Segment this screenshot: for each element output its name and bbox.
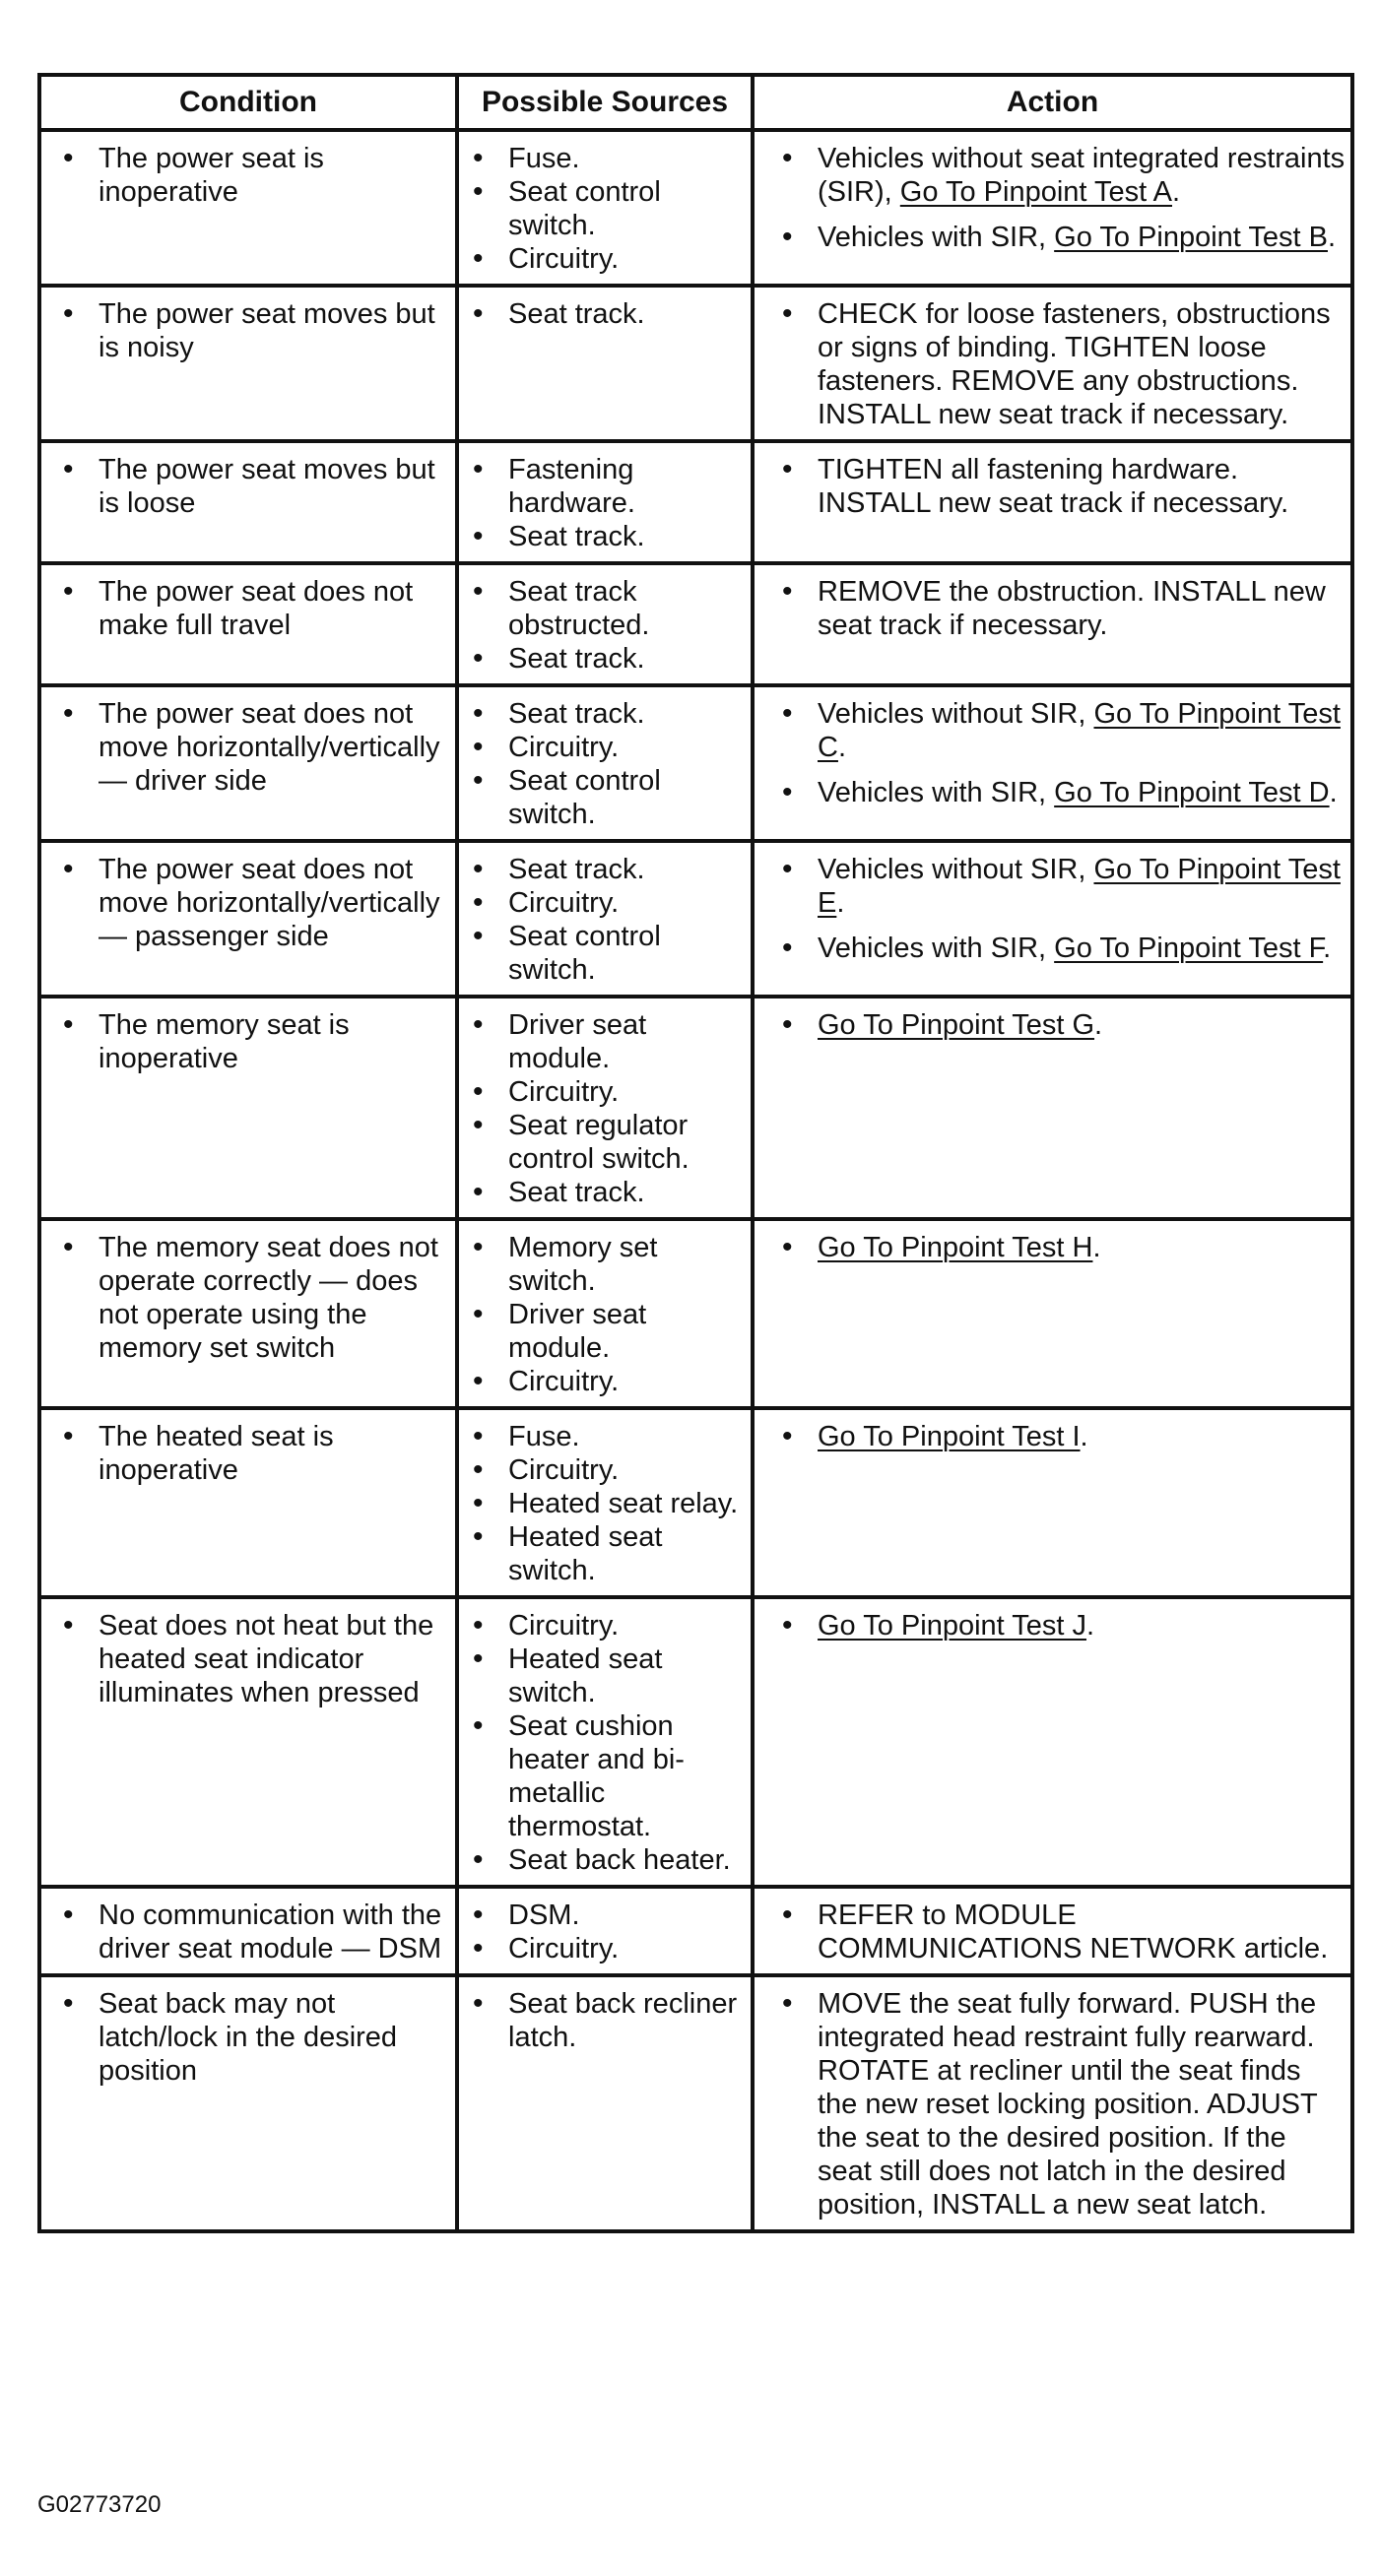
- sources-list: [459, 443, 751, 561]
- action-punctuation: .: [1327, 222, 1337, 253]
- source-item: • Circuitry.: [508, 731, 747, 764]
- table-row: [39, 997, 1352, 1219]
- sources-list: [459, 565, 751, 683]
- action-text: Vehicles without SIR,: [818, 698, 1094, 730]
- source-item: • Circuitry.: [508, 1609, 747, 1642]
- sources-list: [459, 1410, 751, 1595]
- source-item: • Circuitry.: [508, 1932, 747, 1965]
- sources-list: [459, 1599, 751, 1885]
- source-item: • Seat track.: [508, 642, 747, 676]
- table-row: [39, 1887, 1352, 1975]
- action-cell: [753, 441, 1352, 563]
- action-cell: [753, 286, 1352, 441]
- action-item: [818, 1231, 1346, 1264]
- action-cell: [753, 685, 1352, 841]
- sources-cell: [457, 286, 753, 441]
- action-item: [818, 1987, 1346, 2222]
- table-row: [39, 130, 1352, 286]
- action-item: [818, 932, 1346, 965]
- action-list: [755, 998, 1350, 1050]
- sources-cell: [457, 1219, 753, 1408]
- condition-list: [41, 1221, 455, 1373]
- action-list: [755, 1889, 1350, 1973]
- source-item: • Circuitry.: [508, 1453, 747, 1487]
- action-list: [755, 1410, 1350, 1461]
- condition-cell: [39, 130, 457, 286]
- source-item: • Seat track.: [508, 697, 747, 731]
- action-text: Vehicles with SIR,: [818, 777, 1055, 808]
- action-list: [755, 1977, 1350, 2229]
- pinpoint-test-link[interactable]: Go To Pinpoint Test F: [1054, 933, 1324, 964]
- condition-cell: [39, 997, 457, 1219]
- table-row: [39, 286, 1352, 441]
- pinpoint-test-link[interactable]: Go To Pinpoint Test D: [1054, 777, 1330, 808]
- source-item: • Seat track.: [508, 520, 747, 553]
- condition-cell: [39, 286, 457, 441]
- figure-id: G02773720: [37, 2491, 162, 2518]
- action-item: [818, 1420, 1346, 1453]
- source-item: • Seat track.: [508, 1176, 747, 1209]
- condition-cell: [39, 841, 457, 997]
- condition-cell: [39, 1975, 457, 2231]
- condition-cell: [39, 563, 457, 685]
- sources-list: [459, 1977, 751, 2062]
- source-item: • Heated seat switch.: [508, 1520, 747, 1587]
- action-cell: [753, 841, 1352, 997]
- action-text: Vehicles without seat integrated restraints (SIR),: [818, 143, 1346, 208]
- pinpoint-test-link[interactable]: Go To Pinpoint Test B: [1054, 222, 1328, 253]
- action-list: [755, 843, 1350, 973]
- source-item: • Fastening hardware.: [508, 453, 747, 520]
- action-list: [755, 132, 1350, 262]
- action-punctuation: .: [1085, 1610, 1095, 1642]
- action-cell: [753, 997, 1352, 1219]
- source-item: • Heated seat switch.: [508, 1642, 747, 1709]
- action-cell: [753, 1887, 1352, 1975]
- source-item: • Seat track.: [508, 853, 747, 886]
- action-punctuation: .: [837, 732, 847, 763]
- sources-cell: [457, 1975, 753, 2231]
- condition-list: [41, 1977, 455, 2095]
- action-text: REMOVE the obstruction. INSTALL new seat track if necessary.: [818, 576, 1326, 641]
- condition-list: [41, 1410, 455, 1495]
- action-item: [818, 297, 1346, 431]
- action-item: [818, 853, 1346, 920]
- condition-text: • The memory seat is inoperative: [98, 1008, 451, 1075]
- condition-text: • No communication with the driver seat module — DSM: [98, 1899, 451, 1965]
- action-text: Vehicles with SIR,: [818, 933, 1055, 964]
- action-text: Vehicles without SIR,: [818, 854, 1094, 885]
- action-text: Vehicles with SIR,: [818, 222, 1055, 253]
- condition-list: [41, 565, 455, 650]
- action-item: [818, 575, 1346, 642]
- sources-list: [459, 288, 751, 339]
- action-punctuation: .: [1094, 1009, 1103, 1041]
- action-cell: [753, 1219, 1352, 1408]
- pinpoint-test-link[interactable]: Go To Pinpoint Test G: [818, 1009, 1095, 1041]
- source-item: • Fuse.: [508, 142, 747, 175]
- source-item: • Memory set switch.: [508, 1231, 747, 1298]
- pinpoint-test-link[interactable]: Go To Pinpoint Test I: [818, 1421, 1081, 1452]
- sources-list: [459, 687, 751, 839]
- condition-list: [41, 1599, 455, 1717]
- action-punctuation: .: [1323, 933, 1332, 964]
- sources-cell: [457, 685, 753, 841]
- condition-text: • Seat does not heat but the heated seat indicator illuminates when pressed: [98, 1609, 451, 1709]
- action-item: [818, 1609, 1346, 1642]
- pinpoint-test-link[interactable]: Go To Pinpoint Test A: [899, 176, 1173, 208]
- action-cell: [753, 1597, 1352, 1887]
- source-item: • Seat control switch.: [508, 764, 747, 831]
- condition-list: [41, 443, 455, 528]
- source-item: • Heated seat relay.: [508, 1487, 747, 1520]
- action-punctuation: .: [1092, 1232, 1101, 1263]
- condition-text: • The memory seat does not operate correctly — does not operate using the memory set switch: [98, 1231, 451, 1365]
- source-item: • Seat track obstructed.: [508, 575, 747, 642]
- condition-text: • The power seat moves but is loose: [98, 453, 451, 520]
- sources-cell: [457, 563, 753, 685]
- table-row: [39, 685, 1352, 841]
- action-item: [818, 221, 1346, 254]
- sources-cell: [457, 1887, 753, 1975]
- sources-list: [459, 998, 751, 1217]
- header-row: [39, 75, 1352, 130]
- source-item: • Driver seat module.: [508, 1298, 747, 1365]
- header-possible-sources: Possible Sources: [457, 75, 753, 130]
- condition-list: [41, 998, 455, 1083]
- condition-text: • The power seat is inoperative: [98, 142, 451, 209]
- source-item: • Seat back recliner latch.: [508, 1987, 747, 2054]
- condition-cell: [39, 685, 457, 841]
- source-item: • Seat regulator control switch.: [508, 1109, 747, 1176]
- action-punctuation: .: [836, 887, 845, 919]
- action-cell: [753, 563, 1352, 685]
- source-item: • Fuse.: [508, 1420, 747, 1453]
- sources-list: [459, 132, 751, 284]
- pinpoint-test-link[interactable]: Go To Pinpoint Test E: [818, 854, 1341, 919]
- condition-cell: [39, 1887, 457, 1975]
- action-item: [818, 697, 1346, 764]
- action-text: CHECK for loose fasteners, obstructions or signs of binding. TIGHTEN loose fasteners. REMOVE any obstructions. INSTALL new seat track if necessary.: [818, 298, 1331, 430]
- table-body: [39, 130, 1352, 2231]
- source-item: • DSM.: [508, 1899, 747, 1932]
- sources-list: [459, 1889, 751, 1973]
- source-item: • Seat track.: [508, 297, 747, 331]
- action-cell: [753, 130, 1352, 286]
- action-punctuation: .: [1329, 777, 1338, 808]
- source-item: • Driver seat module.: [508, 1008, 747, 1075]
- sources-cell: [457, 997, 753, 1219]
- condition-cell: [39, 1597, 457, 1887]
- table-row: [39, 1597, 1352, 1887]
- pinpoint-test-link[interactable]: Go To Pinpoint Test J: [818, 1610, 1086, 1642]
- action-item: [818, 1008, 1346, 1042]
- source-item: • Circuitry.: [508, 1075, 747, 1109]
- condition-text: • The power seat does not make full travel: [98, 575, 451, 642]
- action-list: [755, 687, 1350, 817]
- condition-text: • The power seat does not move horizontally/vertically — passenger side: [98, 853, 451, 953]
- sources-cell: [457, 1597, 753, 1887]
- action-list: [755, 1221, 1350, 1272]
- pinpoint-test-link[interactable]: Go To Pinpoint Test C: [818, 698, 1341, 763]
- action-punctuation: .: [1172, 176, 1181, 208]
- condition-cell: [39, 1408, 457, 1597]
- action-cell: [753, 1408, 1352, 1597]
- header-action: Action: [753, 75, 1352, 130]
- table-row: [39, 1975, 1352, 2231]
- condition-list: [41, 132, 455, 217]
- action-punctuation: .: [1080, 1421, 1088, 1452]
- condition-text: • The heated seat is inoperative: [98, 1420, 451, 1487]
- sources-cell: [457, 841, 753, 997]
- action-item: [818, 142, 1346, 209]
- action-list: [755, 1599, 1350, 1650]
- table-row: [39, 1219, 1352, 1408]
- action-text: MOVE the seat fully forward. PUSH the integrated head restraint fully rearward. ROTATE at recliner until the seat finds the new reset locking position. ADJUST the seat to the desired position. If the seat still does not latch in the desired position, INSTALL a new seat latch.: [818, 1988, 1318, 2221]
- condition-list: [41, 288, 455, 372]
- condition-cell: [39, 1219, 457, 1408]
- table-row: [39, 441, 1352, 563]
- action-item: [818, 453, 1346, 520]
- action-text: REFER to MODULE COMMUNICATIONS NETWORK article.: [818, 1900, 1329, 1964]
- header-condition: Condition: [39, 75, 457, 130]
- sources-cell: [457, 441, 753, 563]
- action-list: [755, 565, 1350, 650]
- condition-cell: [39, 441, 457, 563]
- action-cell: [753, 1975, 1352, 2231]
- pinpoint-test-link[interactable]: Go To Pinpoint Test H: [818, 1232, 1093, 1263]
- diagnosis-table: [37, 73, 1354, 2233]
- condition-list: [41, 687, 455, 805]
- sources-cell: [457, 1408, 753, 1597]
- source-item: • Circuitry.: [508, 1365, 747, 1398]
- condition-list: [41, 843, 455, 961]
- table-row: [39, 841, 1352, 997]
- action-list: [755, 288, 1350, 439]
- condition-text: • Seat back may not latch/lock in the desired position: [98, 1987, 451, 2088]
- table-row: [39, 563, 1352, 685]
- source-item: • Seat control switch.: [508, 175, 747, 242]
- sources-list: [459, 1221, 751, 1406]
- source-item: • Seat cushion heater and bi-metallic thermostat.: [508, 1709, 747, 1843]
- sources-cell: [457, 130, 753, 286]
- action-item: [818, 776, 1346, 809]
- sources-list: [459, 843, 751, 995]
- source-item: • Seat back heater.: [508, 1843, 747, 1877]
- source-item: • Circuitry.: [508, 242, 747, 276]
- source-item: • Seat control switch.: [508, 920, 747, 987]
- condition-text: • The power seat moves but is noisy: [98, 297, 451, 364]
- action-list: [755, 443, 1350, 528]
- table-row: [39, 1408, 1352, 1597]
- action-item: [818, 1899, 1346, 1965]
- condition-list: [41, 1889, 455, 1973]
- source-item: • Circuitry.: [508, 886, 747, 920]
- action-text: TIGHTEN all fastening hardware. INSTALL new seat track if necessary.: [818, 454, 1289, 519]
- condition-text: • The power seat does not move horizontally/vertically — driver side: [98, 697, 451, 798]
